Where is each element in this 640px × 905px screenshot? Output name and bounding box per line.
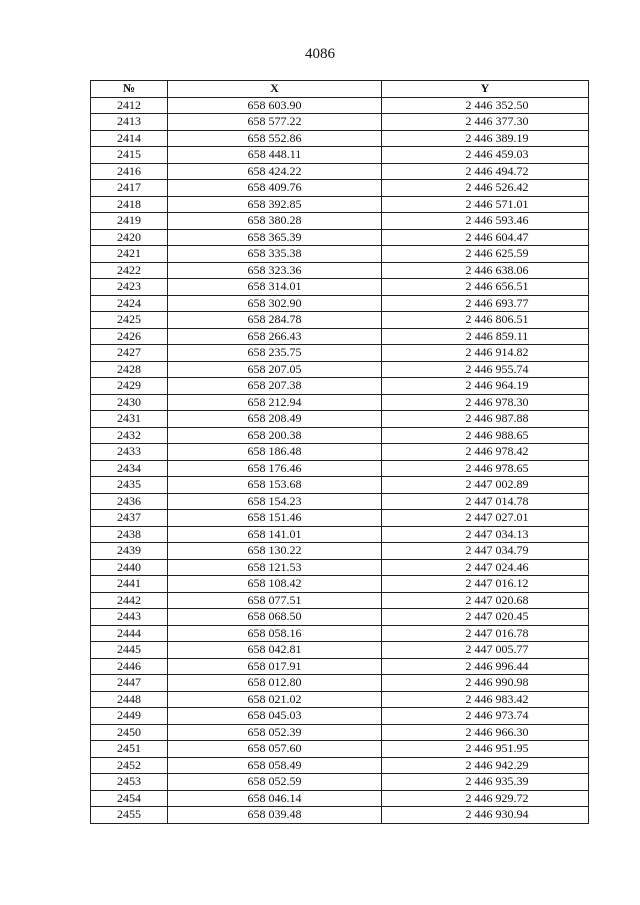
cell-y: 2 446 930.94 bbox=[382, 807, 589, 824]
table-row bbox=[91, 658, 589, 675]
table-row bbox=[91, 114, 589, 131]
cell-y: 2 446 656.51 bbox=[382, 279, 589, 296]
table-row bbox=[91, 196, 589, 213]
table-row bbox=[91, 708, 589, 725]
cell-x: 658 335.38 bbox=[168, 246, 382, 263]
table-row bbox=[91, 361, 589, 378]
table-header-row bbox=[91, 81, 589, 98]
cell-number: 2450 bbox=[91, 724, 168, 741]
cell-y: 2 446 806.51 bbox=[382, 312, 589, 329]
cell-number: 2430 bbox=[91, 394, 168, 411]
table-row bbox=[91, 724, 589, 741]
cell-number: 2451 bbox=[91, 741, 168, 758]
cell-y: 2 447 020.45 bbox=[382, 609, 589, 626]
table-row bbox=[91, 394, 589, 411]
cell-x: 658 409.76 bbox=[168, 180, 382, 197]
cell-x: 658 012.80 bbox=[168, 675, 382, 692]
cell-x: 658 208.49 bbox=[168, 411, 382, 428]
table-row bbox=[91, 97, 589, 114]
column-header-y: Y bbox=[382, 81, 589, 98]
cell-number: 2445 bbox=[91, 642, 168, 659]
cell-number: 2442 bbox=[91, 592, 168, 609]
cell-y: 2 446 459.03 bbox=[382, 147, 589, 164]
cell-number: 2413 bbox=[91, 114, 168, 131]
table-row bbox=[91, 262, 589, 279]
cell-y: 2 447 016.78 bbox=[382, 625, 589, 642]
cell-y: 2 446 625.59 bbox=[382, 246, 589, 263]
table-row bbox=[91, 609, 589, 626]
cell-number: 2454 bbox=[91, 790, 168, 807]
cell-x: 658 365.39 bbox=[168, 229, 382, 246]
cell-x: 658 045.03 bbox=[168, 708, 382, 725]
cell-x: 658 130.22 bbox=[168, 543, 382, 560]
table-row bbox=[91, 757, 589, 774]
cell-y: 2 446 526.42 bbox=[382, 180, 589, 197]
cell-number: 2449 bbox=[91, 708, 168, 725]
table-row bbox=[91, 345, 589, 362]
cell-x: 658 200.38 bbox=[168, 427, 382, 444]
cell-x: 658 153.68 bbox=[168, 477, 382, 494]
cell-y: 2 446 964.19 bbox=[382, 378, 589, 395]
table-row bbox=[91, 444, 589, 461]
table-row bbox=[91, 378, 589, 395]
cell-x: 658 057.60 bbox=[168, 741, 382, 758]
cell-x: 658 121.53 bbox=[168, 559, 382, 576]
cell-y: 2 446 942.29 bbox=[382, 757, 589, 774]
cell-x: 658 058.16 bbox=[168, 625, 382, 642]
table-row bbox=[91, 675, 589, 692]
table-row bbox=[91, 427, 589, 444]
cell-y: 2 446 951.95 bbox=[382, 741, 589, 758]
column-header-number: № bbox=[91, 81, 168, 98]
cell-x: 658 176.46 bbox=[168, 460, 382, 477]
cell-number: 2434 bbox=[91, 460, 168, 477]
cell-number: 2428 bbox=[91, 361, 168, 378]
cell-number: 2455 bbox=[91, 807, 168, 824]
cell-number: 2423 bbox=[91, 279, 168, 296]
cell-number: 2421 bbox=[91, 246, 168, 263]
table-row bbox=[91, 130, 589, 147]
cell-number: 2444 bbox=[91, 625, 168, 642]
cell-x: 658 021.02 bbox=[168, 691, 382, 708]
cell-y: 2 446 571.01 bbox=[382, 196, 589, 213]
cell-x: 658 207.05 bbox=[168, 361, 382, 378]
cell-y: 2 446 978.42 bbox=[382, 444, 589, 461]
cell-number: 2448 bbox=[91, 691, 168, 708]
cell-number: 2419 bbox=[91, 213, 168, 230]
cell-x: 658 266.43 bbox=[168, 328, 382, 345]
cell-number: 2452 bbox=[91, 757, 168, 774]
cell-x: 658 603.90 bbox=[168, 97, 382, 114]
table-row bbox=[91, 691, 589, 708]
cell-y: 2 446 955.74 bbox=[382, 361, 589, 378]
table-row bbox=[91, 774, 589, 791]
table-row bbox=[91, 493, 589, 510]
cell-x: 658 448.11 bbox=[168, 147, 382, 164]
cell-x: 658 392.85 bbox=[168, 196, 382, 213]
table-row bbox=[91, 295, 589, 312]
cell-y: 2 447 002.89 bbox=[382, 477, 589, 494]
cell-y: 2 446 978.65 bbox=[382, 460, 589, 477]
table-row bbox=[91, 576, 589, 593]
table-row bbox=[91, 741, 589, 758]
table-row bbox=[91, 592, 589, 609]
table-row bbox=[91, 526, 589, 543]
cell-x: 658 052.59 bbox=[168, 774, 382, 791]
table-row bbox=[91, 279, 589, 296]
table-row bbox=[91, 213, 589, 230]
table-row bbox=[91, 411, 589, 428]
cell-y: 2 446 935.39 bbox=[382, 774, 589, 791]
cell-y: 2 446 987.88 bbox=[382, 411, 589, 428]
table-row bbox=[91, 477, 589, 494]
table-row bbox=[91, 147, 589, 164]
cell-y: 2 446 978.30 bbox=[382, 394, 589, 411]
cell-number: 2446 bbox=[91, 658, 168, 675]
cell-number: 2436 bbox=[91, 493, 168, 510]
table-row bbox=[91, 312, 589, 329]
cell-y: 2 446 914.82 bbox=[382, 345, 589, 362]
cell-y: 2 446 966.30 bbox=[382, 724, 589, 741]
cell-y: 2 446 859.11 bbox=[382, 328, 589, 345]
cell-y: 2 446 352.50 bbox=[382, 97, 589, 114]
cell-number: 2414 bbox=[91, 130, 168, 147]
table-row bbox=[91, 510, 589, 527]
cell-x: 658 039.48 bbox=[168, 807, 382, 824]
cell-x: 658 154.23 bbox=[168, 493, 382, 510]
cell-y: 2 446 929.72 bbox=[382, 790, 589, 807]
cell-y: 2 447 016.12 bbox=[382, 576, 589, 593]
cell-x: 658 068.50 bbox=[168, 609, 382, 626]
cell-number: 2426 bbox=[91, 328, 168, 345]
cell-number: 2427 bbox=[91, 345, 168, 362]
cell-number: 2443 bbox=[91, 609, 168, 626]
cell-y: 2 447 034.79 bbox=[382, 543, 589, 560]
cell-x: 658 424.22 bbox=[168, 163, 382, 180]
coordinates-table bbox=[90, 80, 589, 824]
cell-number: 2429 bbox=[91, 378, 168, 395]
cell-number: 2441 bbox=[91, 576, 168, 593]
cell-number: 2424 bbox=[91, 295, 168, 312]
table-row bbox=[91, 246, 589, 263]
cell-x: 658 235.75 bbox=[168, 345, 382, 362]
cell-y: 2 447 024.46 bbox=[382, 559, 589, 576]
cell-y: 2 446 973.74 bbox=[382, 708, 589, 725]
table-row bbox=[91, 625, 589, 642]
cell-y: 2 447 034.13 bbox=[382, 526, 589, 543]
cell-number: 2418 bbox=[91, 196, 168, 213]
cell-number: 2431 bbox=[91, 411, 168, 428]
cell-x: 658 108.42 bbox=[168, 576, 382, 593]
cell-y: 2 447 014.78 bbox=[382, 493, 589, 510]
cell-x: 658 302.90 bbox=[168, 295, 382, 312]
cell-y: 2 446 389.19 bbox=[382, 130, 589, 147]
table-row bbox=[91, 642, 589, 659]
cell-y: 2 446 693.77 bbox=[382, 295, 589, 312]
cell-number: 2447 bbox=[91, 675, 168, 692]
cell-x: 658 552.86 bbox=[168, 130, 382, 147]
cell-x: 658 151.46 bbox=[168, 510, 382, 527]
cell-number: 2416 bbox=[91, 163, 168, 180]
cell-number: 2420 bbox=[91, 229, 168, 246]
table-row bbox=[91, 790, 589, 807]
cell-y: 2 446 604.47 bbox=[382, 229, 589, 246]
cell-number: 2433 bbox=[91, 444, 168, 461]
cell-x: 658 017.91 bbox=[168, 658, 382, 675]
cell-y: 2 447 020.68 bbox=[382, 592, 589, 609]
cell-number: 2417 bbox=[91, 180, 168, 197]
cell-y: 2 446 593.46 bbox=[382, 213, 589, 230]
cell-y: 2 446 996.44 bbox=[382, 658, 589, 675]
cell-x: 658 042.81 bbox=[168, 642, 382, 659]
cell-x: 658 077.51 bbox=[168, 592, 382, 609]
cell-x: 658 141.01 bbox=[168, 526, 382, 543]
cell-number: 2435 bbox=[91, 477, 168, 494]
cell-x: 658 052.39 bbox=[168, 724, 382, 741]
cell-y: 2 447 027.01 bbox=[382, 510, 589, 527]
cell-number: 2437 bbox=[91, 510, 168, 527]
cell-number: 2412 bbox=[91, 97, 168, 114]
cell-x: 658 380.28 bbox=[168, 213, 382, 230]
cell-number: 2415 bbox=[91, 147, 168, 164]
page-number: 4086 bbox=[305, 46, 335, 62]
cell-x: 658 058.49 bbox=[168, 757, 382, 774]
column-header-x: X bbox=[168, 81, 382, 98]
cell-y: 2 446 377.30 bbox=[382, 114, 589, 131]
cell-x: 658 577.22 bbox=[168, 114, 382, 131]
cell-x: 658 046.14 bbox=[168, 790, 382, 807]
table-row bbox=[91, 559, 589, 576]
cell-x: 658 212.94 bbox=[168, 394, 382, 411]
cell-number: 2422 bbox=[91, 262, 168, 279]
cell-y: 2 446 638.06 bbox=[382, 262, 589, 279]
cell-y: 2 446 990.98 bbox=[382, 675, 589, 692]
table-row bbox=[91, 163, 589, 180]
cell-x: 658 207.38 bbox=[168, 378, 382, 395]
table-row bbox=[91, 328, 589, 345]
cell-x: 658 314.01 bbox=[168, 279, 382, 296]
cell-y: 2 446 988.65 bbox=[382, 427, 589, 444]
cell-y: 2 446 494.72 bbox=[382, 163, 589, 180]
cell-y: 2 446 983.42 bbox=[382, 691, 589, 708]
cell-x: 658 323.36 bbox=[168, 262, 382, 279]
cell-number: 2439 bbox=[91, 543, 168, 560]
table-row bbox=[91, 460, 589, 477]
cell-x: 658 186.48 bbox=[168, 444, 382, 461]
table-row bbox=[91, 807, 589, 824]
cell-number: 2432 bbox=[91, 427, 168, 444]
cell-y: 2 447 005.77 bbox=[382, 642, 589, 659]
cell-x: 658 284.78 bbox=[168, 312, 382, 329]
cell-number: 2425 bbox=[91, 312, 168, 329]
table-row bbox=[91, 543, 589, 560]
table-row bbox=[91, 180, 589, 197]
cell-number: 2440 bbox=[91, 559, 168, 576]
cell-number: 2438 bbox=[91, 526, 168, 543]
table-row bbox=[91, 229, 589, 246]
cell-number: 2453 bbox=[91, 774, 168, 791]
